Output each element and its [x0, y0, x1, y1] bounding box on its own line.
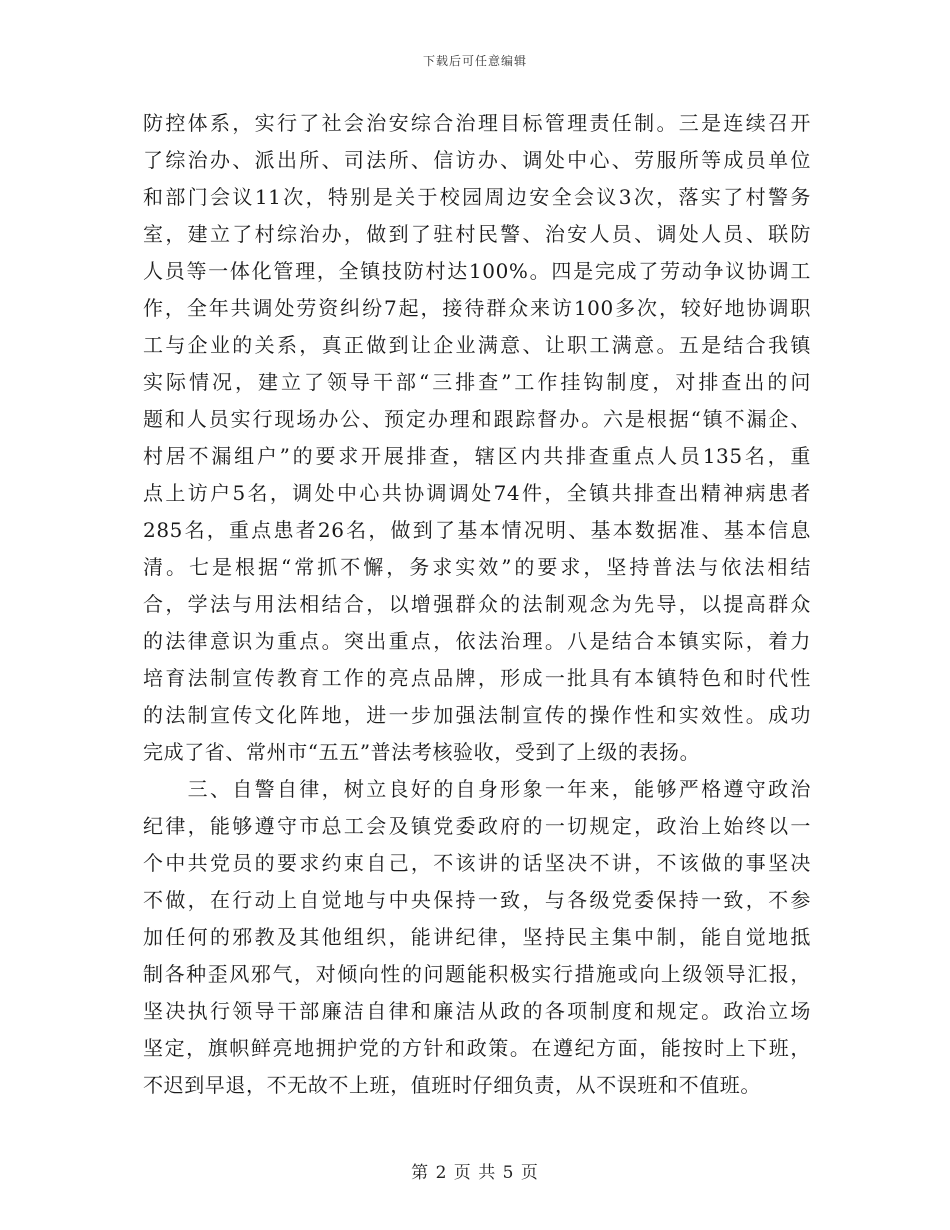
body-line: 285名，重点患者26名，做到了基本情况明、基本数据准、基本信息 [143, 518, 811, 542]
body-line: 纪律，能够遵守市总工会及镇党委政府的一切规定，政治上始终以一 [143, 814, 811, 838]
body-line: 实际情况，建立了领导干部“三排查”工作挂钩制度，对排查出的问 [143, 370, 811, 394]
document-body [143, 105, 811, 1104]
body-line: 坚决执行领导干部廉洁自律和廉洁从政的各项制度和规定。政治立场 [143, 999, 811, 1023]
body-line: 的法律意识为重点。突出重点，依法治理。八是结合本镇实际，着力 [143, 629, 811, 653]
body-line: 了综治办、派出所、司法所、信访办、调处中心、劳服所等成员单位 [143, 148, 811, 172]
body-line: 培育法制宣传教育工作的亮点品牌，形成一批具有本镇特色和时代性 [143, 666, 811, 690]
page-number: 第 2 页 共 5 页 [411, 1163, 539, 1183]
body-line: 清。七是根据“常抓不懈，务求实效”的要求，坚持普法与依法相结 [143, 555, 811, 579]
body-line-paragraph-start: 三、自警自律，树立良好的自身形象一年来，能够严格遵守政治 [143, 777, 811, 801]
page-header: 下载后可任意编辑 [422, 54, 527, 68]
body-line: 加任何的邪教及其他组织，能讲纪律，坚持民主集中制，能自觉地抵 [143, 925, 811, 949]
body-line: 和部门会议11次，特别是关于校园周边安全会议3次，落实了村警务 [143, 185, 811, 209]
body-line: 的法制宣传文化阵地，进一步加强法制宣传的操作性和实效性。成功 [143, 703, 811, 727]
body-line: 防控体系，实行了社会治安综合治理目标管理责任制。三是连续召开 [143, 111, 811, 135]
body-line: 点上访户5名，调处中心共协调调处74件，全镇共排查出精神病患者 [143, 481, 811, 505]
body-line: 制各种歪风邪气，对倾向性的问题能积极实行措施或向上级领导汇报， [143, 962, 811, 986]
body-line: 不迟到早退，不无故不上班，值班时仔细负责，从不误班和不值班。 [143, 1073, 761, 1097]
body-line: 工与企业的关系，真正做到让企业满意、让职工满意。五是结合我镇 [143, 333, 811, 357]
body-line: 不做，在行动上自觉地与中央保持一致，与各级党委保持一致，不参 [143, 888, 811, 912]
body-line: 题和人员实行现场办公、预定办理和跟踪督办。六是根据“镇不漏企、 [143, 407, 811, 431]
body-line: 村居不漏组户”的要求开展排查，辖区内共排查重点人员135名，重 [143, 444, 811, 468]
body-line: 室，建立了村综治办，做到了驻村民警、治安人员、调处人员、联防 [143, 222, 811, 246]
body-line: 作，全年共调处劳资纠纷7起，接待群众来访100多次，较好地协调职 [143, 296, 811, 320]
body-line: 合，学法与用法相结合，以增强群众的法制观念为先导，以提高群众 [143, 592, 811, 616]
body-line: 个中共党员的要求约束自己，不该讲的话坚决不讲，不该做的事坚决 [143, 851, 811, 875]
body-line-paragraph-end: 完成了省、常州市“五五”普法考核验收，受到了上级的表扬。 [143, 740, 701, 764]
body-line: 人员等一体化管理，全镇技防村达100%。四是完成了劳动争议协调工 [143, 259, 811, 283]
body-line: 坚定，旗帜鲜亮地拥护党的方针和政策。在遵纪方面，能按时上下班， [143, 1036, 811, 1060]
